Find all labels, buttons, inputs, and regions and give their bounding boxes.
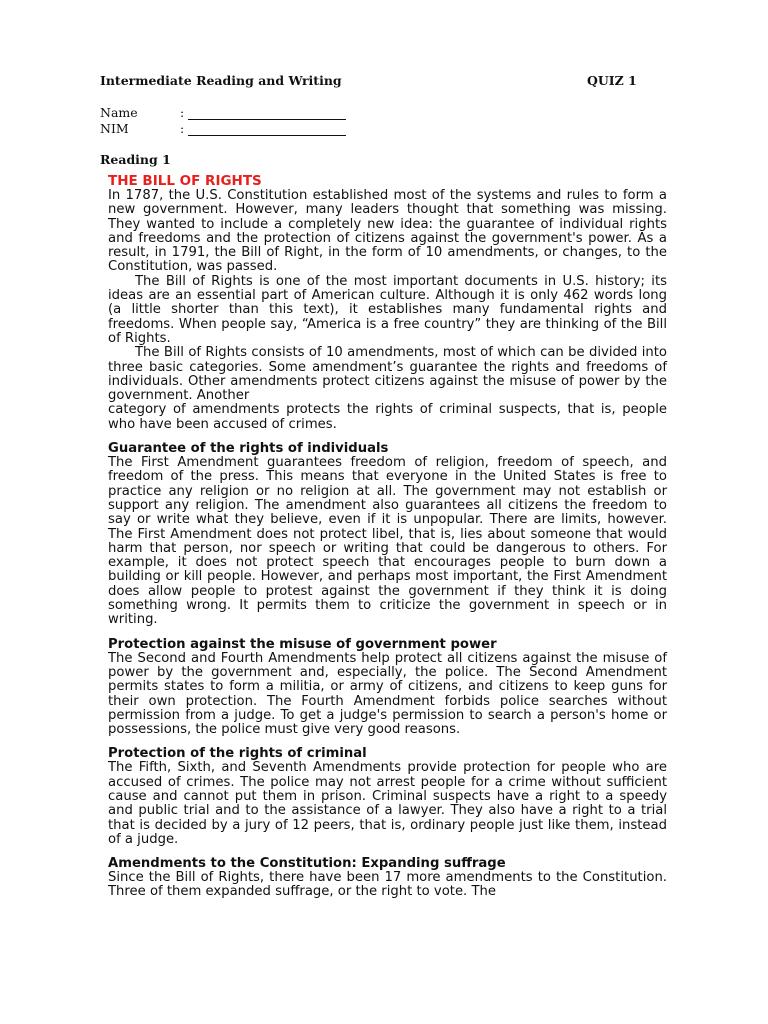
section-heading: Amendments to the Constitution: Expanding suffrage (108, 856, 506, 872)
section-paragraph: The First Amendment guarantees freedom of religion, freedom of speech, and freedom of the press. This means that everyone in the United States is free to practice any religion or no religion at all. The government may not establish or support any religion. The amendment also guarantees all citizens the freedom to say or write what they believe, even if it is unpopular. There are limits, however. The First Amendment does not protect libel, that is, lies about someone that would harm that person, nor speech or writing that could be dangerous to others. For example, it does not protect speech that encourages people to burn down a building or kill people. However, and perhaps most important, the First Amendment does allow people to protest against the government if they think it is doing something wrong. It permits them to criticize the government in speech or in writing. (108, 455, 667, 628)
intro-paragraph: The Bill of Rights consists of 10 amendments, most of which can be divided into three basic categories. Some amendment’s guarantee the rights and freedoms of individuals. Other amendments protect citizens against the misuse of power by the government. Another (108, 345, 667, 404)
name-separator: : (180, 105, 185, 120)
article (108, 173, 667, 900)
section-paragraph: The Second and Fourth Amendments help protect all citizens against the misuse of power by the government and, especially, the police. The Second Amendment permits states to form a militia, or army of citizens, and citizens to keep guns for their own protection. The Fourth Amendment forbids police searches without permission from a judge. To get a judge's permission to search a person's home or possessions, the police must give very good reasons. (108, 650, 667, 738)
course-title: Intermediate Reading and Writing (100, 73, 342, 88)
nim-blank-line[interactable] (188, 124, 346, 136)
name-blank-line[interactable] (188, 108, 346, 120)
section-paragraph: Since the Bill of Rights, there have been 17 more amendments to the Constitution. Three of them expanded suffrage, or the right to vote. The (108, 870, 667, 900)
quiz-label: QUIZ 1 (587, 73, 637, 88)
reading-label: Reading 1 (100, 152, 171, 167)
name-label: Name (100, 105, 138, 120)
intro-paragraph: The Bill of Rights is one of the most important documents in U.S. history; its ideas are an essential part of American culture. Although it is only 462 words long (a little shorter than this text), it establishes many fundamental rights and freedoms. When people say, “America is a free country” they are thinking of the Bill of Rights. (108, 273, 667, 346)
nim-field-row (100, 121, 346, 136)
section-paragraph: The Fifth, Sixth, and Seventh Amendments provide protection for people who are accused of crimes. The police may not arrest people for a crime without sufficient cause and cannot put them in prison. Criminal suspects have a right to a speedy and public trial and to the assistance of a lawyer. They also have a right to a trial that is decided by a jury of 12 peers, that is, ordinary people just like them, instead of a judge. (108, 760, 667, 847)
section-heading: Protection of the rights of criminal (108, 746, 367, 762)
article-title: THE BILL OF RIGHTS (108, 173, 262, 189)
nim-label: NIM (100, 121, 129, 136)
name-field-row (100, 105, 346, 120)
nim-separator: : (180, 121, 185, 136)
section-heading: Protection against the misuse of government power (108, 636, 497, 652)
intro-paragraph: category of amendments protects the rights of criminal suspects, that is, people who have been accused of crimes. (108, 402, 667, 432)
section-heading: Guarantee of the rights of individuals (108, 441, 389, 457)
intro-paragraph: In 1787, the U.S. Constitution established most of the systems and rules to form a new government. However, many leaders thought that something was missing. They wanted to include a completely new idea: the guarantee of individual rights and freedoms and the protection of citizens against the government's power. As a result, in 1791, the Bill of Right, in the form of 10 amendments, or changes, to the Constitution, was passed. (108, 188, 667, 275)
